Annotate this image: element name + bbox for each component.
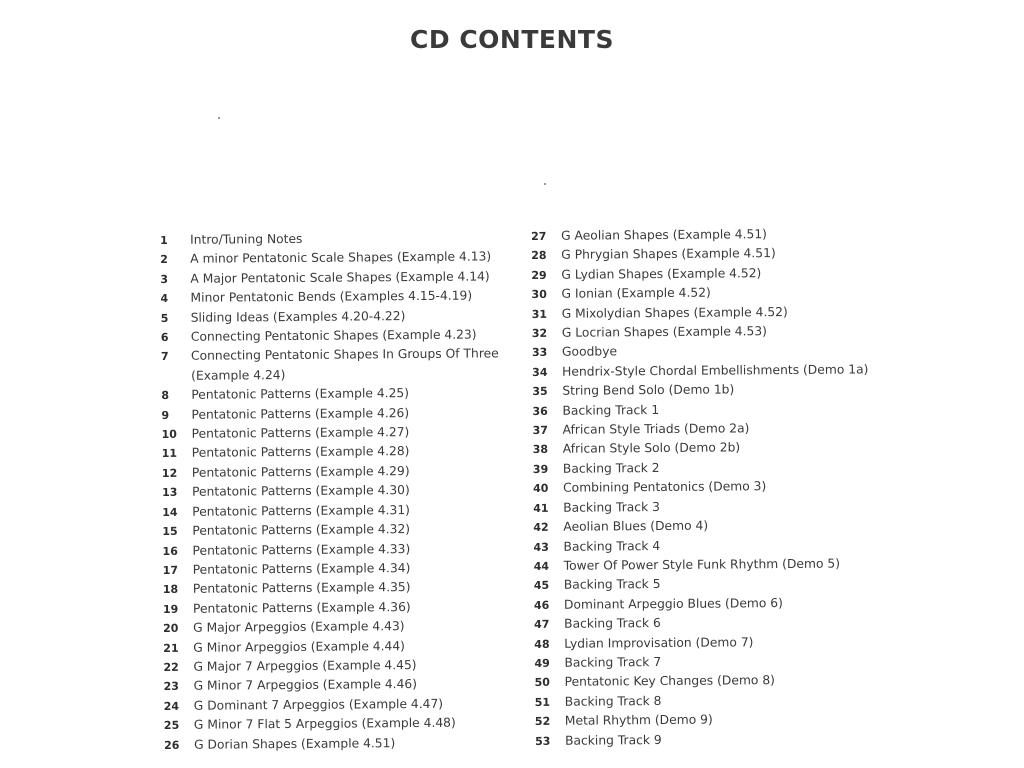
track-title: String Bend Solo (Demo 1b) xyxy=(562,382,735,399)
track-item xyxy=(532,360,872,382)
track-item xyxy=(534,574,874,596)
track-title: G Minor 7 Arpeggios (Example 4.46) xyxy=(193,677,418,694)
track-number: 36 xyxy=(532,404,548,418)
track-title: Pentatonic Patterns (Example 4.25) xyxy=(191,386,410,403)
track-number: 12 xyxy=(161,466,178,480)
track-number: 7 xyxy=(160,350,169,364)
track-title: Connecting Pentatonic Shapes In Groups Of Three (Example 4.24) xyxy=(190,346,499,383)
track-title: Metal Rhythm (Demo 9) xyxy=(564,712,713,728)
track-title: African Style Solo (Demo 2b) xyxy=(562,440,741,457)
track-number: 39 xyxy=(532,462,549,476)
track-title: Pentatonic Patterns (Example 4.28) xyxy=(191,444,410,461)
track-title: G Dorian Shapes (Example 4.51) xyxy=(193,735,396,752)
track-title: Pentatonic Patterns (Example 4.26) xyxy=(191,405,410,422)
track-item xyxy=(535,690,875,712)
track-item xyxy=(535,671,875,693)
track-title: Backing Track 2 xyxy=(562,460,660,476)
track-item xyxy=(534,632,874,654)
track-item xyxy=(533,418,873,440)
track-title: Tower Of Power Style Funk Rhythm (Demo 5) xyxy=(563,556,841,573)
track-number: 50 xyxy=(534,676,550,690)
track-number: 2 xyxy=(160,253,168,267)
track-title: Pentatonic Patterns (Example 4.30) xyxy=(191,483,410,500)
track-title: Backing Track 5 xyxy=(563,577,661,593)
track-number: 27 xyxy=(531,229,547,243)
track-number: 18 xyxy=(162,583,179,597)
track-number: 11 xyxy=(161,447,178,461)
track-title: Pentatonic Patterns (Example 4.34) xyxy=(192,560,411,577)
track-item xyxy=(532,380,872,402)
track-title: A minor Pentatonic Scale Shapes (Example 4.13) xyxy=(190,249,492,267)
track-item xyxy=(534,612,874,634)
track-item xyxy=(534,651,874,673)
track-number: 51 xyxy=(534,695,551,709)
track-number: 20 xyxy=(163,621,179,636)
track-item xyxy=(534,593,874,615)
track-item xyxy=(532,399,872,421)
track-title: Pentatonic Patterns (Example 4.35) xyxy=(192,580,411,597)
track-title: Pentatonic Patterns (Example 4.31) xyxy=(192,502,410,519)
track-item xyxy=(533,477,873,499)
track-number: 40 xyxy=(533,482,549,496)
track-title: G Mixolydian Shapes (Example 4.52) xyxy=(561,304,788,321)
scan-speck xyxy=(544,183,546,185)
track-list-left xyxy=(160,228,524,755)
track-number: 10 xyxy=(161,427,177,442)
track-title: G Minor 7 Flat 5 Arpeggios (Example 4.48) xyxy=(193,715,456,732)
track-title: Pentatonic Patterns (Example 4.32) xyxy=(192,522,411,538)
track-number: 4 xyxy=(160,292,169,306)
track-title: Lydian Improvisation (Demo 7) xyxy=(564,634,754,651)
track-item xyxy=(533,535,873,557)
track-list-right xyxy=(531,224,875,751)
track-number: 42 xyxy=(533,520,549,535)
track-title: Pentatonic Patterns (Example 4.27) xyxy=(191,425,410,441)
track-number: 43 xyxy=(533,540,549,554)
track-item xyxy=(533,457,873,479)
track-title: African Style Triads (Demo 2a) xyxy=(562,421,750,437)
track-title: Backing Track 4 xyxy=(563,538,661,554)
track-title: Aeolian Blues (Demo 4) xyxy=(563,518,709,534)
track-title: G Locrian Shapes (Example 4.53) xyxy=(561,324,768,340)
track-number: 35 xyxy=(532,385,548,399)
track-title: Backing Track 8 xyxy=(564,693,662,709)
track-title: G Major 7 Arpeggios (Example 4.45) xyxy=(193,657,417,674)
track-title: Pentatonic Patterns (Example 4.36) xyxy=(192,599,411,616)
track-number: 25 xyxy=(163,719,180,733)
track-number: 47 xyxy=(534,617,550,632)
track-item xyxy=(534,554,874,576)
track-number: 41 xyxy=(533,501,549,515)
track-title: G Lydian Shapes (Example 4.52) xyxy=(561,266,762,282)
track-number: 33 xyxy=(531,346,548,360)
track-title: Connecting Pentatonic Shapes (Example 4.23) xyxy=(190,327,477,344)
track-number: 9 xyxy=(161,408,170,422)
track-number: 23 xyxy=(163,680,179,694)
track-number: 3 xyxy=(160,272,169,286)
track-number: 15 xyxy=(162,524,178,539)
track-item xyxy=(533,515,873,537)
track-number: 21 xyxy=(163,641,179,655)
track-item xyxy=(531,263,871,285)
track-title: Minor Pentatonic Bends (Examples 4.15-4.19) xyxy=(190,288,473,305)
track-item xyxy=(164,733,524,755)
track-title: Combining Pentatonics (Demo 3) xyxy=(562,479,767,496)
track-number: 8 xyxy=(161,389,170,403)
track-title: Pentatonic Patterns (Example 4.29) xyxy=(191,463,410,480)
track-item xyxy=(533,438,873,460)
track-item xyxy=(533,496,873,518)
track-title: Intro/Tuning Notes xyxy=(190,231,303,247)
track-number: 44 xyxy=(533,559,550,573)
track-title: Backing Track 1 xyxy=(562,402,660,418)
track-number: 16 xyxy=(162,544,178,558)
track-number: 14 xyxy=(162,505,178,519)
track-title: G Dominant 7 Arpeggios (Example 4.47) xyxy=(193,696,444,713)
track-title: G Minor Arpeggios (Example 4.44) xyxy=(193,638,406,655)
track-number: 24 xyxy=(163,699,180,713)
track-title: G Phrygian Shapes (Example 4.51) xyxy=(561,246,776,263)
track-title: Goodbye xyxy=(561,344,618,360)
track-number: 52 xyxy=(534,715,551,729)
track-number: 32 xyxy=(531,326,548,341)
track-item xyxy=(531,283,871,305)
track-number: 53 xyxy=(534,734,551,748)
track-number: 34 xyxy=(532,365,548,379)
track-number: 49 xyxy=(534,656,550,670)
track-number: 28 xyxy=(531,249,547,263)
track-number: 48 xyxy=(534,637,550,651)
track-number: 31 xyxy=(531,307,548,321)
track-title: Hendrix-Style Chordal Embellishments (Demo 1a) xyxy=(562,362,869,379)
track-number: 1 xyxy=(160,233,168,247)
track-item xyxy=(535,729,875,751)
scan-speck xyxy=(218,117,220,119)
track-number: 19 xyxy=(162,602,179,616)
track-title: G Major Arpeggios (Example 4.43) xyxy=(193,619,405,635)
track-title: Dominant Arpeggio Blues (Demo 6) xyxy=(563,595,783,612)
track-number: 38 xyxy=(532,443,549,457)
track-number: 6 xyxy=(160,330,169,345)
track-number: 30 xyxy=(531,288,547,302)
page-title: CD CONTENTS xyxy=(410,24,614,54)
track-title: Backing Track 7 xyxy=(564,654,662,670)
track-number: 37 xyxy=(532,423,548,438)
track-title: Pentatonic Key Changes (Demo 8) xyxy=(564,673,776,690)
track-item xyxy=(532,302,872,324)
track-item xyxy=(531,244,871,266)
track-title: Pentatonic Patterns (Example 4.33) xyxy=(192,541,411,558)
track-title: Backing Track 3 xyxy=(563,499,660,515)
track-title: A Major Pentatonic Scale Shapes (Example 4.14) xyxy=(190,269,490,286)
track-number: 29 xyxy=(531,268,547,282)
track-number: 26 xyxy=(163,738,180,752)
track-number: 46 xyxy=(533,598,550,612)
track-number: 13 xyxy=(162,486,178,500)
track-item xyxy=(535,709,875,731)
track-title: Backing Track 6 xyxy=(564,616,661,631)
track-item xyxy=(161,345,511,387)
track-item xyxy=(532,321,872,343)
track-item xyxy=(531,224,871,246)
track-item xyxy=(532,341,872,363)
track-number: 45 xyxy=(533,579,550,593)
track-number: 17 xyxy=(162,563,179,577)
track-title: G Aeolian Shapes (Example 4.51) xyxy=(561,227,767,243)
track-title: Backing Track 9 xyxy=(564,732,662,748)
track-number: 5 xyxy=(160,311,169,325)
track-title: Sliding Ideas (Examples 4.20-4.22) xyxy=(190,308,406,325)
track-number: 22 xyxy=(163,660,179,674)
track-title: G Ionian (Example 4.52) xyxy=(561,285,711,301)
